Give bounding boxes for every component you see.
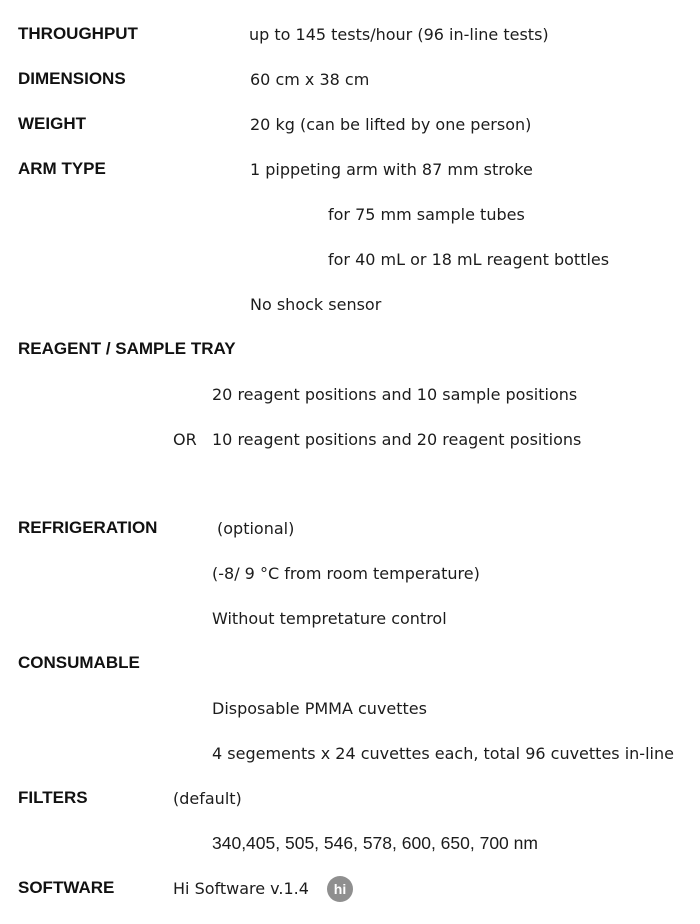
refrigeration-value: (optional) — [217, 519, 295, 538]
weight-value: 20 kg (can be lifted by one person) — [250, 115, 532, 134]
arm-type-shock-sensor-note: No shock sensor — [250, 295, 382, 314]
arm-type-reagent-bottles: for 40 mL or 18 mL reagent bottles — [328, 250, 610, 269]
software-label: SOFTWARE — [18, 878, 115, 897]
dimensions-label: DIMENSIONS — [18, 69, 126, 88]
refrigeration-note: Without tempretature control — [212, 609, 447, 628]
filters-value: (default) — [173, 789, 242, 808]
arm-type-sample-tubes: for 75 mm sample tubes — [328, 205, 525, 224]
consumable-label: CONSUMABLE — [18, 653, 140, 672]
throughput-value: up to 145 tests/hour (96 in-line tests) — [249, 25, 549, 44]
arm-type-value: 1 pippeting arm with 87 mm stroke — [250, 160, 533, 179]
weight-label: WEIGHT — [18, 114, 86, 133]
tray-option-1: 20 reagent positions and 10 sample positions — [212, 385, 578, 404]
throughput-label: THROUGHPUT — [18, 24, 138, 43]
refrigeration-label: REFRIGERATION — [18, 518, 158, 537]
tray-or-label: OR — [173, 430, 197, 449]
filters-label: FILTERS — [18, 788, 88, 807]
consumable-value: Disposable PMMA cuvettes — [212, 699, 427, 718]
hi-software-logo-icon: hi — [327, 876, 353, 902]
refrigeration-detail: (-8/ 9 °C from room temperature) — [212, 564, 480, 583]
tray-label: REAGENT / SAMPLE TRAY — [18, 339, 236, 358]
software-value: Hi Software v.1.4 — [173, 879, 309, 898]
tray-option-2: 10 reagent positions and 20 reagent positions — [212, 430, 582, 449]
dimensions-value: 60 cm x 38 cm — [250, 70, 370, 89]
arm-type-label: ARM TYPE — [18, 159, 106, 178]
consumable-detail: 4 segements x 24 cuvettes each, total 96 cuvettes in-line — [212, 744, 674, 763]
filters-list: 340,405, 505, 546, 578, 600, 650, 700 nm — [212, 833, 538, 853]
